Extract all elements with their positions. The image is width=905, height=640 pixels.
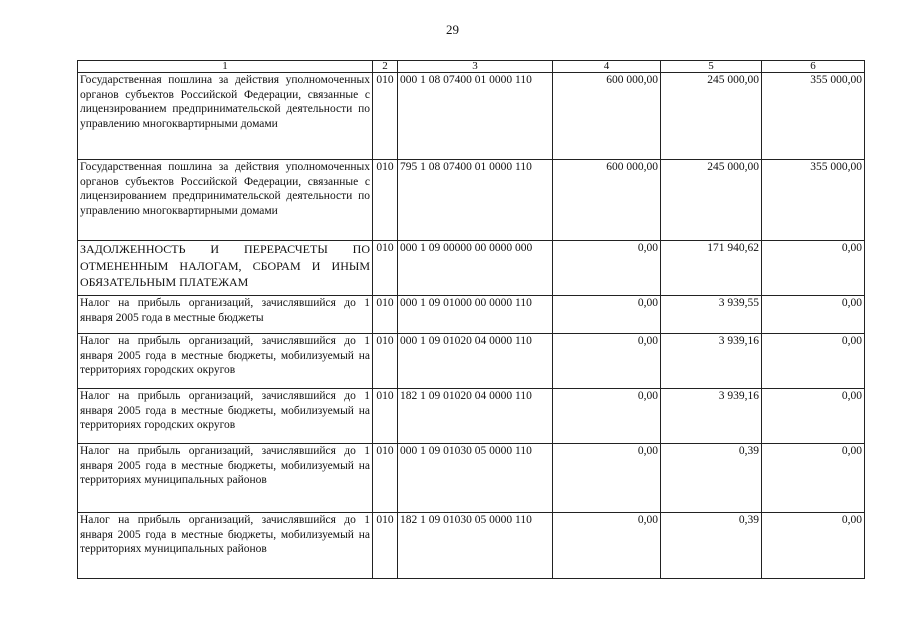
row-col4-cell: 0,00 (553, 389, 661, 444)
row-col6-cell: 0,00 (762, 296, 865, 334)
column-header-5: 5 (661, 61, 762, 73)
page-number: 29 (446, 22, 459, 37)
row-col4-cell: 0,00 (553, 444, 661, 513)
row-name-cell: ЗАДОЛЖЕННОСТЬ И ПЕРЕРАСЧЕТЫ ПО ОТМЕНЕННЫМ НАЛОГАМ, СБОРАМ И ИНЫМ ОБЯЗАТЕЛЬНЫМ ПЛАТЕЖАМ (78, 241, 373, 296)
column-header-1: 1 (78, 61, 373, 73)
row-col4-cell: 0,00 (553, 241, 661, 296)
table-row (78, 389, 865, 444)
row-col5-cell: 0,39 (661, 513, 762, 579)
row-group-cell: 010 (373, 73, 398, 160)
row-col4-cell: 600 000,00 (553, 73, 661, 160)
column-header-6: 6 (762, 61, 865, 73)
row-col5-cell: 245 000,00 (661, 160, 762, 241)
row-col5-cell: 3 939,16 (661, 389, 762, 444)
row-col5-cell: 245 000,00 (661, 73, 762, 160)
row-col6-cell: 0,00 (762, 241, 865, 296)
row-col6-cell: 355 000,00 (762, 73, 865, 160)
table-row (78, 444, 865, 513)
budget-revenue-table (77, 60, 865, 579)
row-group-cell: 010 (373, 160, 398, 241)
table-row (78, 241, 865, 296)
row-name-cell: Налог на прибыль организаций, зачислявшийся до 1 января 2005 года в местные бюджеты, мобилизуемый на территориях городских округов (78, 389, 373, 444)
row-code-cell: 182 1 09 01020 04 0000 110 (398, 389, 553, 444)
row-group-cell: 010 (373, 389, 398, 444)
column-header-4: 4 (553, 61, 661, 73)
table-row (78, 160, 865, 241)
row-name-cell: Государственная пошлина за действия уполномоченных органов субъектов Российской Федерации, связанные с лицензированием предпринимательской деятельности по управлению многоквартирными домами (78, 160, 373, 241)
row-col6-cell: 0,00 (762, 334, 865, 389)
column-header-3: 3 (398, 61, 553, 73)
table-row (78, 73, 865, 160)
row-name-cell: Налог на прибыль организаций, зачислявшийся до 1 января 2005 года в местные бюджеты, мобилизуемый на территориях городских округов (78, 334, 373, 389)
row-col4-cell: 0,00 (553, 296, 661, 334)
row-col4-cell: 0,00 (553, 334, 661, 389)
row-col4-cell: 0,00 (553, 513, 661, 579)
table-row (78, 296, 865, 334)
row-group-cell: 010 (373, 334, 398, 389)
row-col5-cell: 3 939,16 (661, 334, 762, 389)
row-col4-cell: 600 000,00 (553, 160, 661, 241)
table-row (78, 513, 865, 579)
table-row (78, 334, 865, 389)
row-col5-cell: 171 940,62 (661, 241, 762, 296)
row-group-cell: 010 (373, 296, 398, 334)
column-number-header-row (78, 61, 865, 73)
row-col6-cell: 0,00 (762, 444, 865, 513)
row-name-cell: Налог на прибыль организаций, зачислявшийся до 1 января 2005 года в местные бюджеты, мобилизуемый на территориях муниципальных районов (78, 513, 373, 579)
row-code-cell: 000 1 09 01000 00 0000 110 (398, 296, 553, 334)
row-name-cell: Государственная пошлина за действия уполномоченных органов субъектов Российской Федерации, связанные с лицензированием предпринимательской деятельности по управлению многоквартирными домами (78, 73, 373, 160)
row-col5-cell: 3 939,55 (661, 296, 762, 334)
row-col6-cell: 0,00 (762, 389, 865, 444)
row-group-cell: 010 (373, 241, 398, 296)
column-header-2: 2 (373, 61, 398, 73)
row-code-cell: 000 1 08 07400 01 0000 110 (398, 73, 553, 160)
row-code-cell: 000 1 09 00000 00 0000 000 (398, 241, 553, 296)
row-code-cell: 000 1 09 01020 04 0000 110 (398, 334, 553, 389)
row-group-cell: 010 (373, 444, 398, 513)
row-code-cell: 000 1 09 01030 05 0000 110 (398, 444, 553, 513)
row-name-cell: Налог на прибыль организаций, зачислявшийся до 1 января 2005 года в местные бюджеты, мобилизуемый на территориях муниципальных районов (78, 444, 373, 513)
row-col5-cell: 0,39 (661, 444, 762, 513)
row-code-cell: 795 1 08 07400 01 0000 110 (398, 160, 553, 241)
row-name-cell: Налог на прибыль организаций, зачислявшийся до 1 января 2005 года в местные бюджеты (78, 296, 373, 334)
row-col6-cell: 0,00 (762, 513, 865, 579)
row-code-cell: 182 1 09 01030 05 0000 110 (398, 513, 553, 579)
row-col6-cell: 355 000,00 (762, 160, 865, 241)
row-group-cell: 010 (373, 513, 398, 579)
